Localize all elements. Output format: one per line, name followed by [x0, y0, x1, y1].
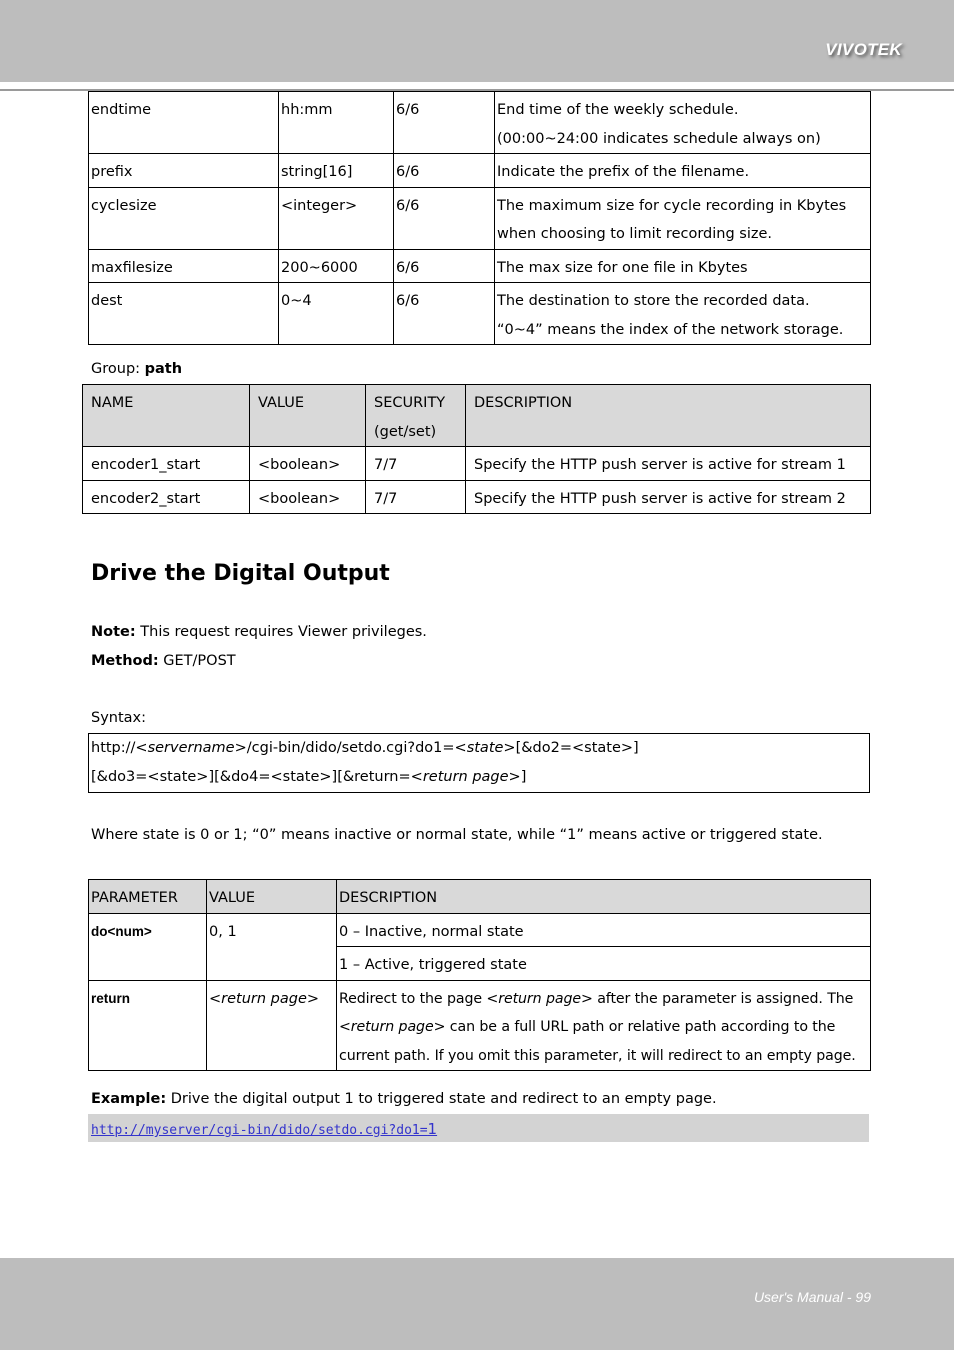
parameter-table-continued: [88, 91, 871, 345]
param-name: endtime: [89, 92, 279, 154]
example-line: Example: Drive the digital output 1 to triggered state and redirect to an empty page.: [91, 1091, 717, 1107]
header-name: NAME: [83, 385, 250, 447]
table-header-row: [83, 385, 871, 447]
header-description: DESCRIPTION: [466, 385, 871, 447]
header-parameter: PARAMETER: [89, 880, 207, 914]
syntax-box: [88, 733, 870, 793]
param-value: <return page>: [207, 980, 337, 1071]
param-name: encoder2_start: [83, 480, 250, 514]
header-description: DESCRIPTION: [337, 880, 871, 914]
table-row: [89, 980, 871, 1071]
param-description: Redirect to the page <return page> after the parameter is assigned. The <return page> can be a full URL path or relative path according to the current path. If you omit this parameter, it will redirect to an empty page.: [337, 980, 871, 1071]
param-description: The maximum size for cycle recording in Kbytes when choosing to limit recording size.: [495, 187, 871, 249]
table-row: [89, 283, 871, 345]
table-row: [89, 187, 871, 249]
param-value: <boolean>: [250, 480, 366, 514]
syntax-line-2: [&do3=<state>][&do4=<state>][&return=<return page>]: [91, 769, 527, 785]
param-name: encoder1_start: [83, 447, 250, 481]
param-name: return: [89, 980, 207, 1071]
param-value: string[16]: [279, 154, 394, 188]
syntax-line-1: http://<servername>/cgi-bin/dido/setdo.cgi?do1=<state>[&do2=<state>]: [91, 740, 639, 756]
param-security: 7/7: [366, 480, 466, 514]
table-row: [89, 913, 871, 947]
param-value: hh:mm: [279, 92, 394, 154]
example-code-box: [88, 1114, 869, 1142]
param-security: 6/6: [394, 154, 495, 188]
table-row: [83, 447, 871, 481]
param-name: do<num>: [89, 913, 207, 980]
group-name: path: [144, 361, 183, 377]
param-security: 6/6: [394, 249, 495, 283]
param-security: 7/7: [366, 447, 466, 481]
param-description: Specify the HTTP push server is active for stream 1: [466, 447, 871, 481]
table-row: [89, 249, 871, 283]
syntax-label: Syntax:: [91, 710, 147, 726]
param-description: Indicate the prefix of the filename.: [495, 154, 871, 188]
group-path-table: [82, 384, 871, 514]
param-description: Specify the HTTP push server is active for stream 2: [466, 480, 871, 514]
param-description: 1 – Active, triggered state: [337, 947, 871, 981]
param-value: 0~4: [279, 283, 394, 345]
table-row: [89, 92, 871, 154]
param-security: 6/6: [394, 92, 495, 154]
param-description: The max size for one file in Kbytes: [495, 249, 871, 283]
param-value: <boolean>: [250, 447, 366, 481]
param-value: 200~6000: [279, 249, 394, 283]
example-url-link[interactable]: http://myserver/cgi-bin/dido/setdo.cgi?do1=1: [91, 1120, 438, 1138]
param-description: End time of the weekly schedule. (00:00~24:00 indicates schedule always on): [495, 92, 871, 154]
section-title: Drive the Digital Output: [91, 561, 390, 586]
param-security: 6/6: [394, 283, 495, 345]
method-line: Method: GET/POST: [91, 653, 236, 669]
header-value: VALUE: [207, 880, 337, 914]
page-number: User's Manual - 99: [753, 1289, 871, 1305]
group-label: Group: path: [91, 361, 183, 377]
param-name: cyclesize: [89, 187, 279, 249]
brand-logo: VIVOTEK: [825, 40, 902, 59]
note-line: Note: This request requires Viewer privileges.: [91, 624, 427, 640]
param-name: maxfilesize: [89, 249, 279, 283]
table-header-row: [89, 880, 871, 914]
param-name: prefix: [89, 154, 279, 188]
page-header: [0, 0, 954, 82]
param-description: The destination to store the recorded data. “0~4” means the index of the network storage.: [495, 283, 871, 345]
table-row: [89, 154, 871, 188]
param-security: 6/6: [394, 187, 495, 249]
param-value: 0, 1: [207, 913, 337, 980]
header-security: SECURITY (get/set): [366, 385, 466, 447]
header-value: VALUE: [250, 385, 366, 447]
state-explanation: Where state is 0 or 1; “0” means inactive or normal state, while “1” means active or triggered state.: [91, 827, 823, 843]
param-value: <integer>: [279, 187, 394, 249]
param-name: dest: [89, 283, 279, 345]
param-description: 0 – Inactive, normal state: [337, 913, 871, 947]
do-parameter-table: [88, 879, 871, 1071]
table-row: [83, 480, 871, 514]
